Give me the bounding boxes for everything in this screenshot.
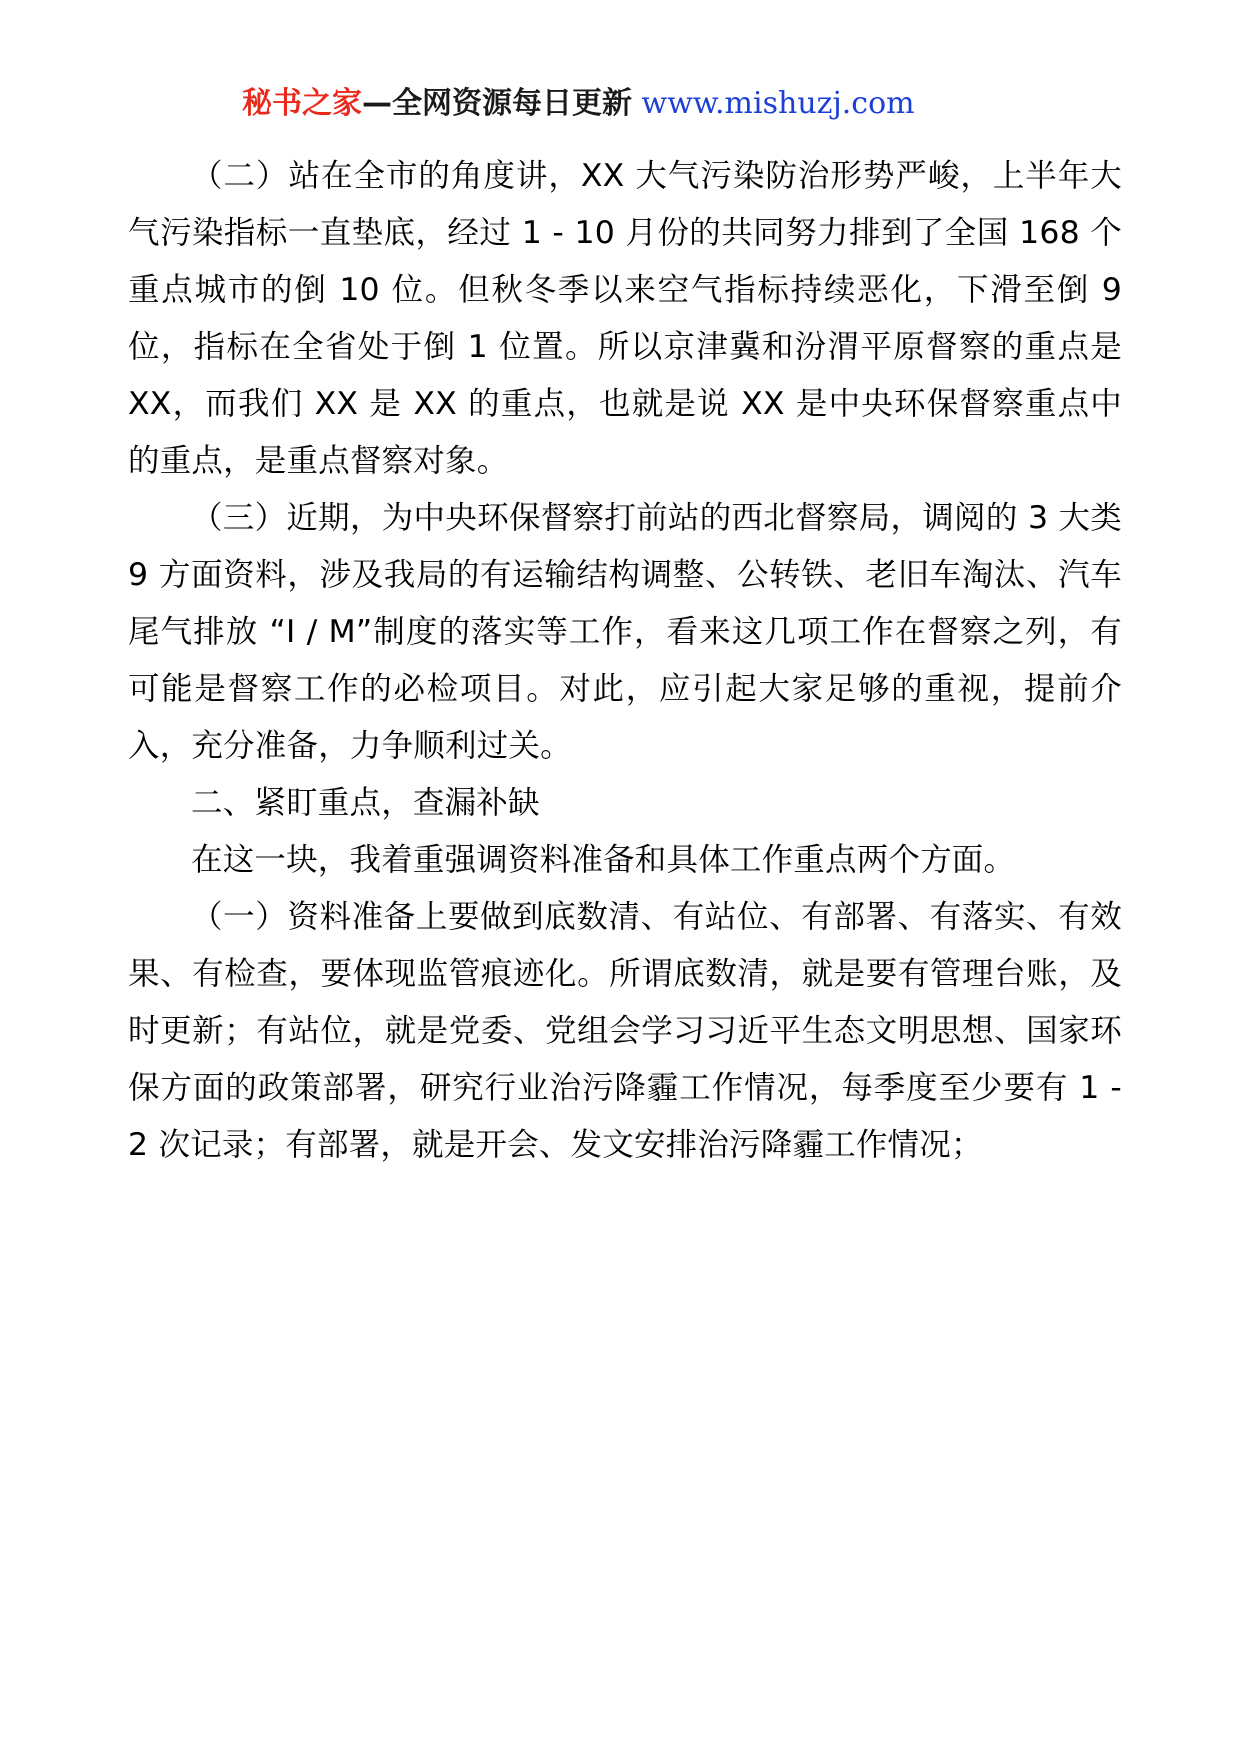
paragraph-1: （二）站在全市的角度讲，XX 大气污染防治形势严峻，上半年大气污染指标一直垫底，经过 1 - 10 月份的共同努力排到了全国 168 个重点城市的倒 10 位。但秋冬季以来空气指标持续恶化，下滑至倒 9 位，指标在全省处于倒 1 位置。所以京津冀和汾渭平原督察的重点是 XX，而我们 XX 是 XX 的重点，也就是说 XX 是中央环保督察重点中的重点，是重点督察对象。: [128, 158, 1122, 479]
paragraph-2: （三）近期，为中央环保督察打前站的西北督察局，调阅的 3 大类 9 方面资料，涉及我局的有运输结构调整、公转铁、老旧车淘汰、汽车尾气排放 “I / M”制度的落实等工作，看来这几项工作在督察之列，有可能是督察工作的必检项目。对此，应引起大家足够的重视，提前介入，充分准备，力争顺利过关。: [128, 500, 1122, 764]
watermark-url[interactable]: www.mishuzj.com: [641, 86, 915, 121]
watermark-tagline: 全网资源每日更新: [392, 86, 632, 121]
watermark-brand: 秘书之家: [242, 86, 362, 121]
watermark-header: [242, 86, 1122, 122]
section-heading-2: 二、紧盯重点，查漏补缺: [191, 785, 540, 821]
watermark-dash: —: [362, 86, 392, 121]
paragraph-4: （一）资料准备上要做到底数清、有站位、有部署、有落实、有效果、有检查，要体现监管痕迹化。所谓底数清，就是要有管理台账，及时更新；有站位，就是党委、党组会学习习近平生态文明思想、国家环保方面的政策部署，研究行业治污降霾工作情况，每季度至少要有 1 - 2 次记录；有部署，就是开会、发文安排治污降霾工作情况；: [128, 899, 1122, 1163]
paragraph-3: 在这一块，我着重强调资料准备和具体工作重点两个方面。: [191, 842, 1016, 878]
